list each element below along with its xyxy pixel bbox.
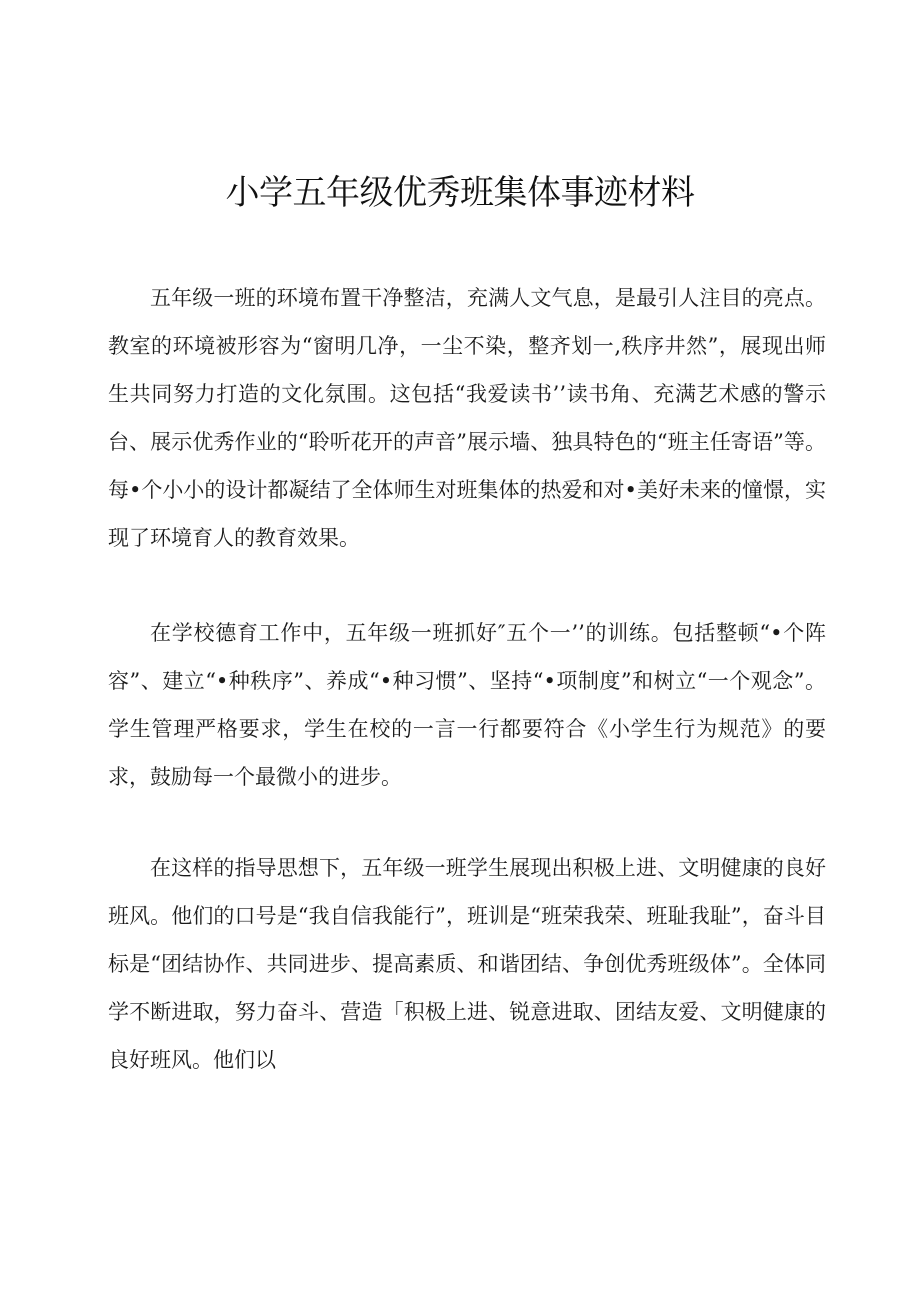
paragraph-moral-education: 在学校德育工作中，五年级一班抓好″五个一’’的训练。包括整顿“•个阵容”、建立“•种秩序”、养成“•种习惯”、坚持“•项制度”和树立“一个观念”。学生管理严格要求，学生在校的一言一行都要符合《小学生行为规范》的要求，鼓励每一个最微小的进步。 bbox=[108, 621, 826, 789]
paragraph-class-spirit: 在这样的指导思想下，五年级一班学生展现出积极上进、文明健康的良好班风。他们的口号是“我自信我能行”，班训是“班荣我荣、班耻我耻”，奋斗目标是“团结协作、共同进步、提高素质、和谐团结、争创优秀班级体”。全体同学不断进取，努力奋斗、营造「积极上进、锐意进取、团结友爱、文明健康的良好班风。他们以 bbox=[108, 856, 826, 1072]
document-title: 小学五年级优秀班集体事迹材料 bbox=[225, 173, 695, 213]
paragraph-environment: 五年级一班的环境布置干净整洁，充满人文气息，是最引人注目的亮点。教室的环境被形容为“窗明几净，一尘不染，整齐划一,秩序井然”，展现出师生共同努力打造的文化氛围。这包括“我爱读书’’读书角、充满艺术感的警示台、展示优秀作业的“聆听花开的声音”展示墙、独具特色的“班主任寄语”等。每•个小小的设计都凝结了全体师生对班集体的热爱和对•美好未来的憧憬，实现了环境育人的教育效果。 bbox=[108, 286, 826, 550]
